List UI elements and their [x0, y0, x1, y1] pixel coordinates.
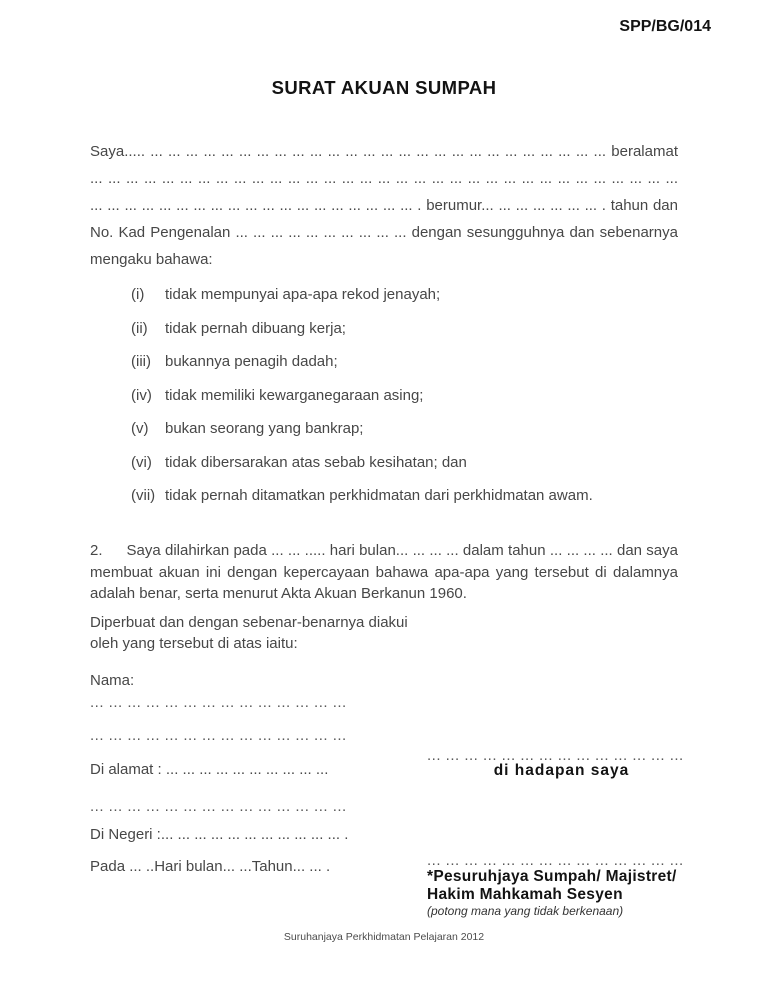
list-item-marker: (iv) [131, 386, 152, 404]
paragraph-2-line-3: adalah benar, serta menurut Akta Akuan Berkanun 1960. [90, 585, 467, 602]
date-label-line: Pada ... ..Hari bulan... ...Tahun... ... . [90, 857, 331, 875]
list-item-text: tidak pernah ditamatkan perkhidmatan dari perkhidmatan awam. [165, 487, 593, 504]
made-by-line-1: Diperbuat dan dengan sebenar-benarnya diakui [90, 613, 408, 631]
list-item [90, 321, 678, 337]
paragraph-2-number: 2. [90, 542, 103, 559]
list-item-marker: (vii) [131, 487, 156, 504]
list-item-text: tidak mempunyai apa-apa rekod jenayah; [165, 286, 441, 303]
paragraph-2-line-2: membuat akuan ini dengan kepercayaan bahawa apa-apa yang tersebut di dalamnya [90, 563, 678, 581]
affirmation-list [90, 287, 678, 504]
list-item-marker: (vi) [131, 453, 152, 471]
made-by-line-2: oleh yang tersebut di atas iaitu: [90, 635, 298, 652]
list-item-marker: (iii) [131, 353, 151, 370]
signature-section [90, 671, 684, 923]
list-item-text: tidak pernah dibuang kerja; [165, 319, 346, 337]
address-fill-line: ... ... ... ... ... ... ... ... ... ... ... ... ... ... [90, 797, 347, 815]
paragraph-2 [90, 540, 678, 605]
commissioner-title-line-1: *Pesuruhjaya Sumpah/ Majistret/ [427, 867, 677, 885]
paragraph-2-text: Saya dilahirkan pada ... ... ..... hari bulan... ... ... ... dalam tahun ... ... ... ... dan saya [126, 542, 678, 559]
list-item [90, 421, 678, 437]
list-item-text: tidak memiliki kewarganegaraan asing; [165, 386, 424, 404]
intro-line-2: ... ... ... ... ... ... ... ... ... ... ... ... ... ... ... ... ... ... ... ... ... ... ... ... ... ... ... ... ... ... ... ... ... [90, 170, 678, 187]
declaration-intro [90, 138, 678, 273]
strike-out-note: (potong mana yang tidak berkenaan) [427, 903, 624, 918]
intro-line-3: ... ... ... ... ... ... ... ... ... ... ... ... ... ... ... ... ... ... ... . berumur... ... ... ... ... ... ... . tahun dan [90, 197, 678, 214]
list-item [90, 455, 678, 471]
footer-issuer: Suruhanjaya Perkhidmatan Pelajaran 2012 [283, 930, 485, 943]
commissioner-title-line-2: Hakim Mahkamah Sesyen [427, 885, 623, 903]
before-me-label: di hadapan saya [493, 761, 630, 779]
list-item [90, 354, 678, 370]
list-item [90, 388, 678, 404]
list-item-marker: (i) [131, 286, 145, 303]
list-item [90, 287, 678, 303]
commissioner-signature-line: ... ... ... ... ... ... ... ... ... ... ... ... ... ... [427, 851, 684, 869]
form-ref-code: SPP/BG/014 [619, 18, 711, 35]
list-item-marker: (v) [131, 420, 149, 437]
witness-signature-line: ... ... ... ... ... ... ... ... ... ... ... ... ... ... [427, 746, 684, 764]
list-item-text: tidak dibersarakan atas sebab kesihatan; dan [165, 453, 467, 471]
intro-line-4: No. Kad Pengenalan ... ... ... ... ... ... ... ... ... ... dengan sesungguhnya dan sebenarnya [90, 224, 678, 241]
name-label: Nama: [90, 671, 135, 689]
made-by-statement [90, 612, 678, 655]
state-label-line: Di Negeri :... ... ... ... ... ... ... ... ... ... ... . [90, 825, 349, 843]
name-fill-line-1: ... ... ... ... ... ... ... ... ... ... ... ... ... ... [90, 693, 347, 711]
list-item [90, 488, 678, 504]
intro-line-5: mengaku bahawa: [90, 251, 213, 268]
intro-line-1: Saya..... ... ... ... ... ... ... ... ... ... ... ... ... ... ... ... ... ... ... ... ... ... ... ... ... ... ... beralamat [90, 143, 678, 160]
address-label-line: Di alamat : ... ... ... ... ... ... ... ... ... ... [90, 760, 329, 778]
list-item-marker: (ii) [131, 319, 148, 337]
name-fill-line-2: ... ... ... ... ... ... ... ... ... ... ... ... ... ... [90, 726, 347, 744]
document-title: SURAT AKUAN SUMPAH [271, 77, 497, 98]
paragraph-2-line-1 [90, 540, 678, 562]
list-item-text: bukan seorang yang bankrap; [165, 420, 364, 437]
list-item-text: bukannya penagih dadah; [165, 353, 338, 370]
